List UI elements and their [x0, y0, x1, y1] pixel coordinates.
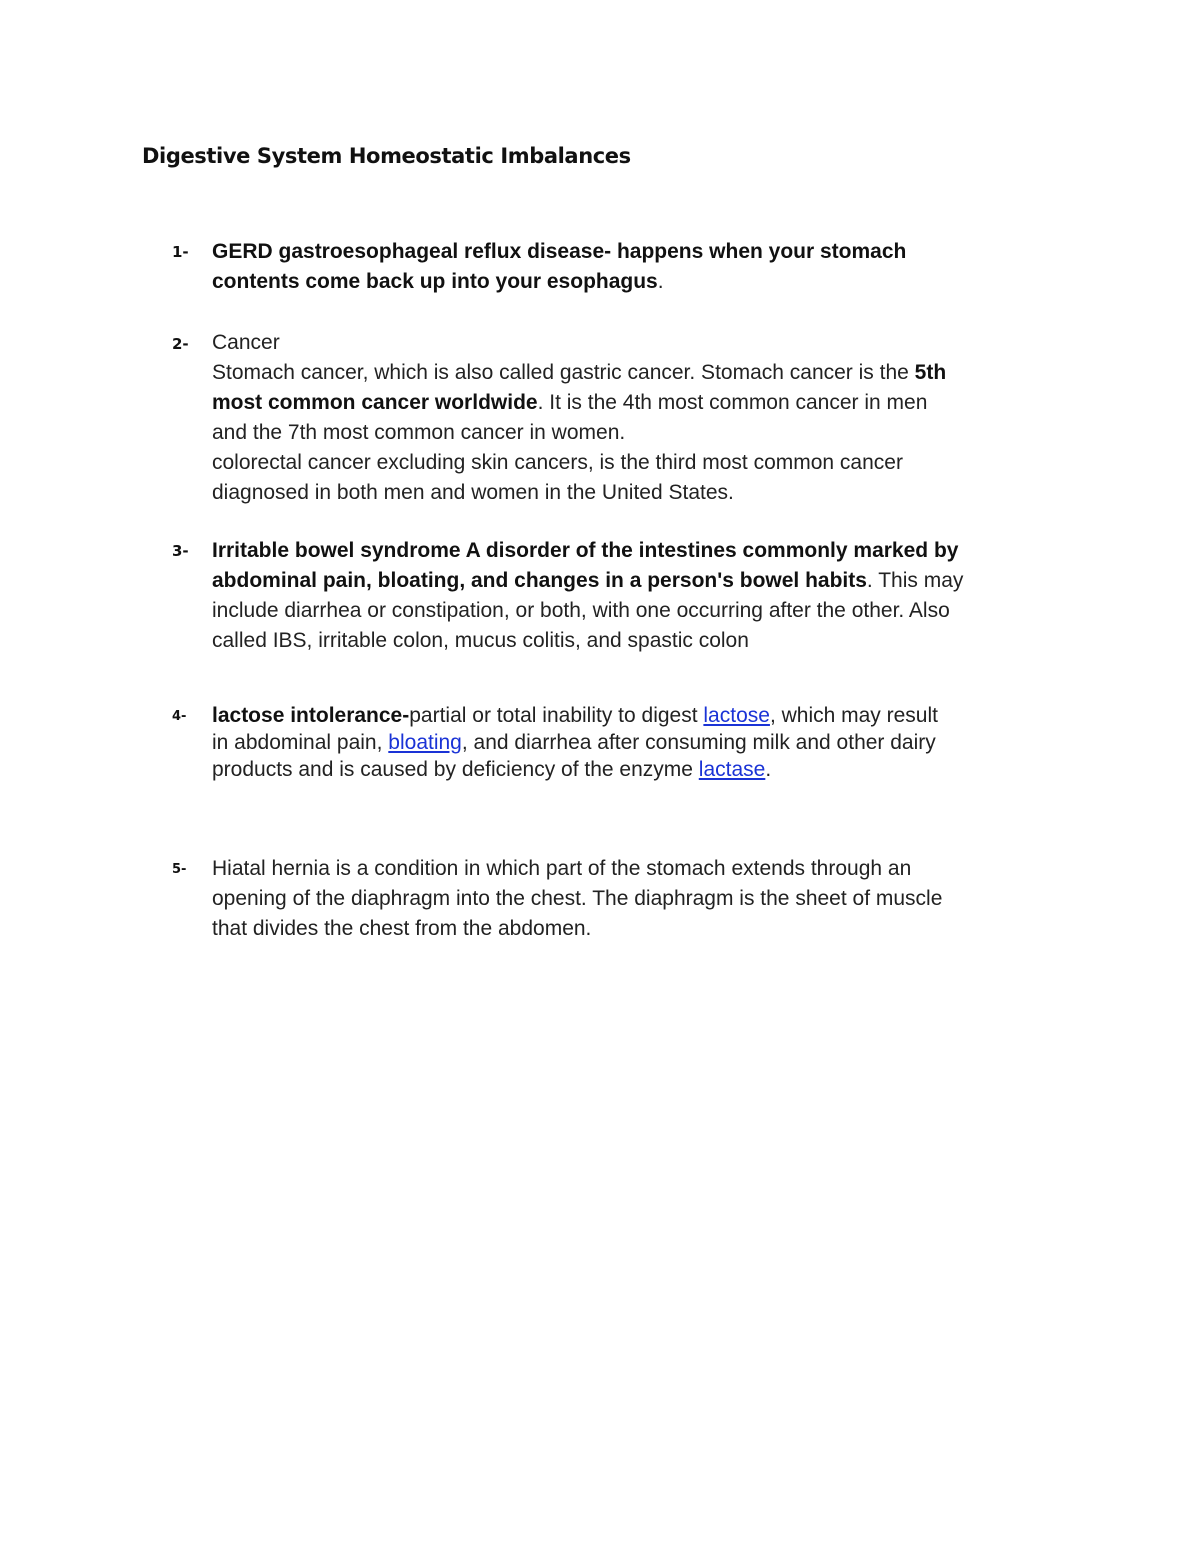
plain-text: include diarrhea or constipation, or both, with one occurring after the other. Also — [212, 599, 950, 622]
text-line — [212, 388, 1072, 418]
item-text — [212, 854, 1072, 944]
text-line — [212, 267, 1072, 297]
item-number: 2- — [172, 335, 189, 353]
bold-text: contents come back up into your esophagus — [212, 270, 658, 293]
lactose-link[interactable]: lactose — [703, 704, 770, 727]
bold-text: lactose intolerance- — [212, 704, 410, 727]
bloating-link[interactable]: bloating — [388, 731, 462, 754]
item-text — [212, 328, 1072, 508]
text-line — [212, 729, 1072, 756]
item-number: 1- — [172, 243, 189, 261]
text-line — [212, 536, 1072, 566]
bold-text: abdominal pain, bloating, and changes in a person's bowel habits — [212, 569, 867, 592]
bold-text: most common cancer worldwide — [212, 391, 538, 414]
plain-text: in abdominal pain, — [212, 731, 389, 754]
item-number: 3- — [172, 542, 189, 560]
text-line — [212, 626, 1072, 656]
plain-text: . — [765, 758, 772, 781]
text-line — [212, 884, 1072, 914]
item-number: 4- — [172, 709, 187, 724]
plain-text: called IBS, irritable colon, mucus colitis, and spastic colon — [212, 629, 749, 652]
bold-text: 5th — [914, 361, 947, 384]
text-line — [212, 358, 1072, 388]
document-title: Digestive System Homeostatic Imbalances — [142, 144, 631, 168]
plain-text: that divides the chest from the abdomen. — [212, 917, 592, 940]
text-line — [212, 596, 1072, 626]
text-line — [212, 854, 1072, 884]
plain-text: partial or total inability to digest — [409, 704, 704, 727]
text-line — [212, 702, 1072, 729]
plain-text: , which may result — [769, 704, 938, 727]
text-line — [212, 237, 1072, 267]
text-line — [212, 566, 1072, 596]
text-line — [212, 756, 1072, 783]
lactase-link[interactable]: lactase — [698, 758, 766, 781]
plain-text: opening of the diaphragm into the chest. The diaphragm is the sheet of muscle — [212, 887, 943, 910]
text-line — [212, 914, 1072, 944]
plain-text: products and is caused by deficiency of the enzyme — [212, 758, 699, 781]
text-line — [212, 328, 1072, 358]
item-number: 5- — [172, 862, 187, 877]
plain-text: diagnosed in both men and women in the United States. — [212, 481, 734, 504]
item-text — [212, 702, 1072, 783]
plain-text: Hiatal hernia is a condition in which part of the stomach extends through an — [212, 857, 912, 880]
bold-text: Irritable bowel syndrome A disorder of the intestines commonly marked by — [212, 539, 959, 562]
text-line — [212, 448, 1072, 478]
bold-text: GERD gastroesophageal reflux disease- happens when your stomach — [212, 240, 907, 263]
plain-text: . — [657, 270, 664, 293]
plain-text: colorectal cancer excluding skin cancers, is the third most common cancer — [212, 451, 903, 474]
plain-text: Cancer — [212, 331, 280, 354]
text-line — [212, 418, 1072, 448]
item-text — [212, 536, 1072, 656]
item-text — [212, 237, 1072, 297]
plain-text: Stomach cancer, which is also called gastric cancer. Stomach cancer is the — [212, 361, 915, 384]
plain-text: . This may — [866, 569, 964, 592]
plain-text: , and diarrhea after consuming milk and other dairy — [461, 731, 936, 754]
text-line — [212, 478, 1072, 508]
plain-text: . It is the 4th most common cancer in men — [537, 391, 928, 414]
plain-text: and the 7th most common cancer in women. — [212, 421, 626, 444]
